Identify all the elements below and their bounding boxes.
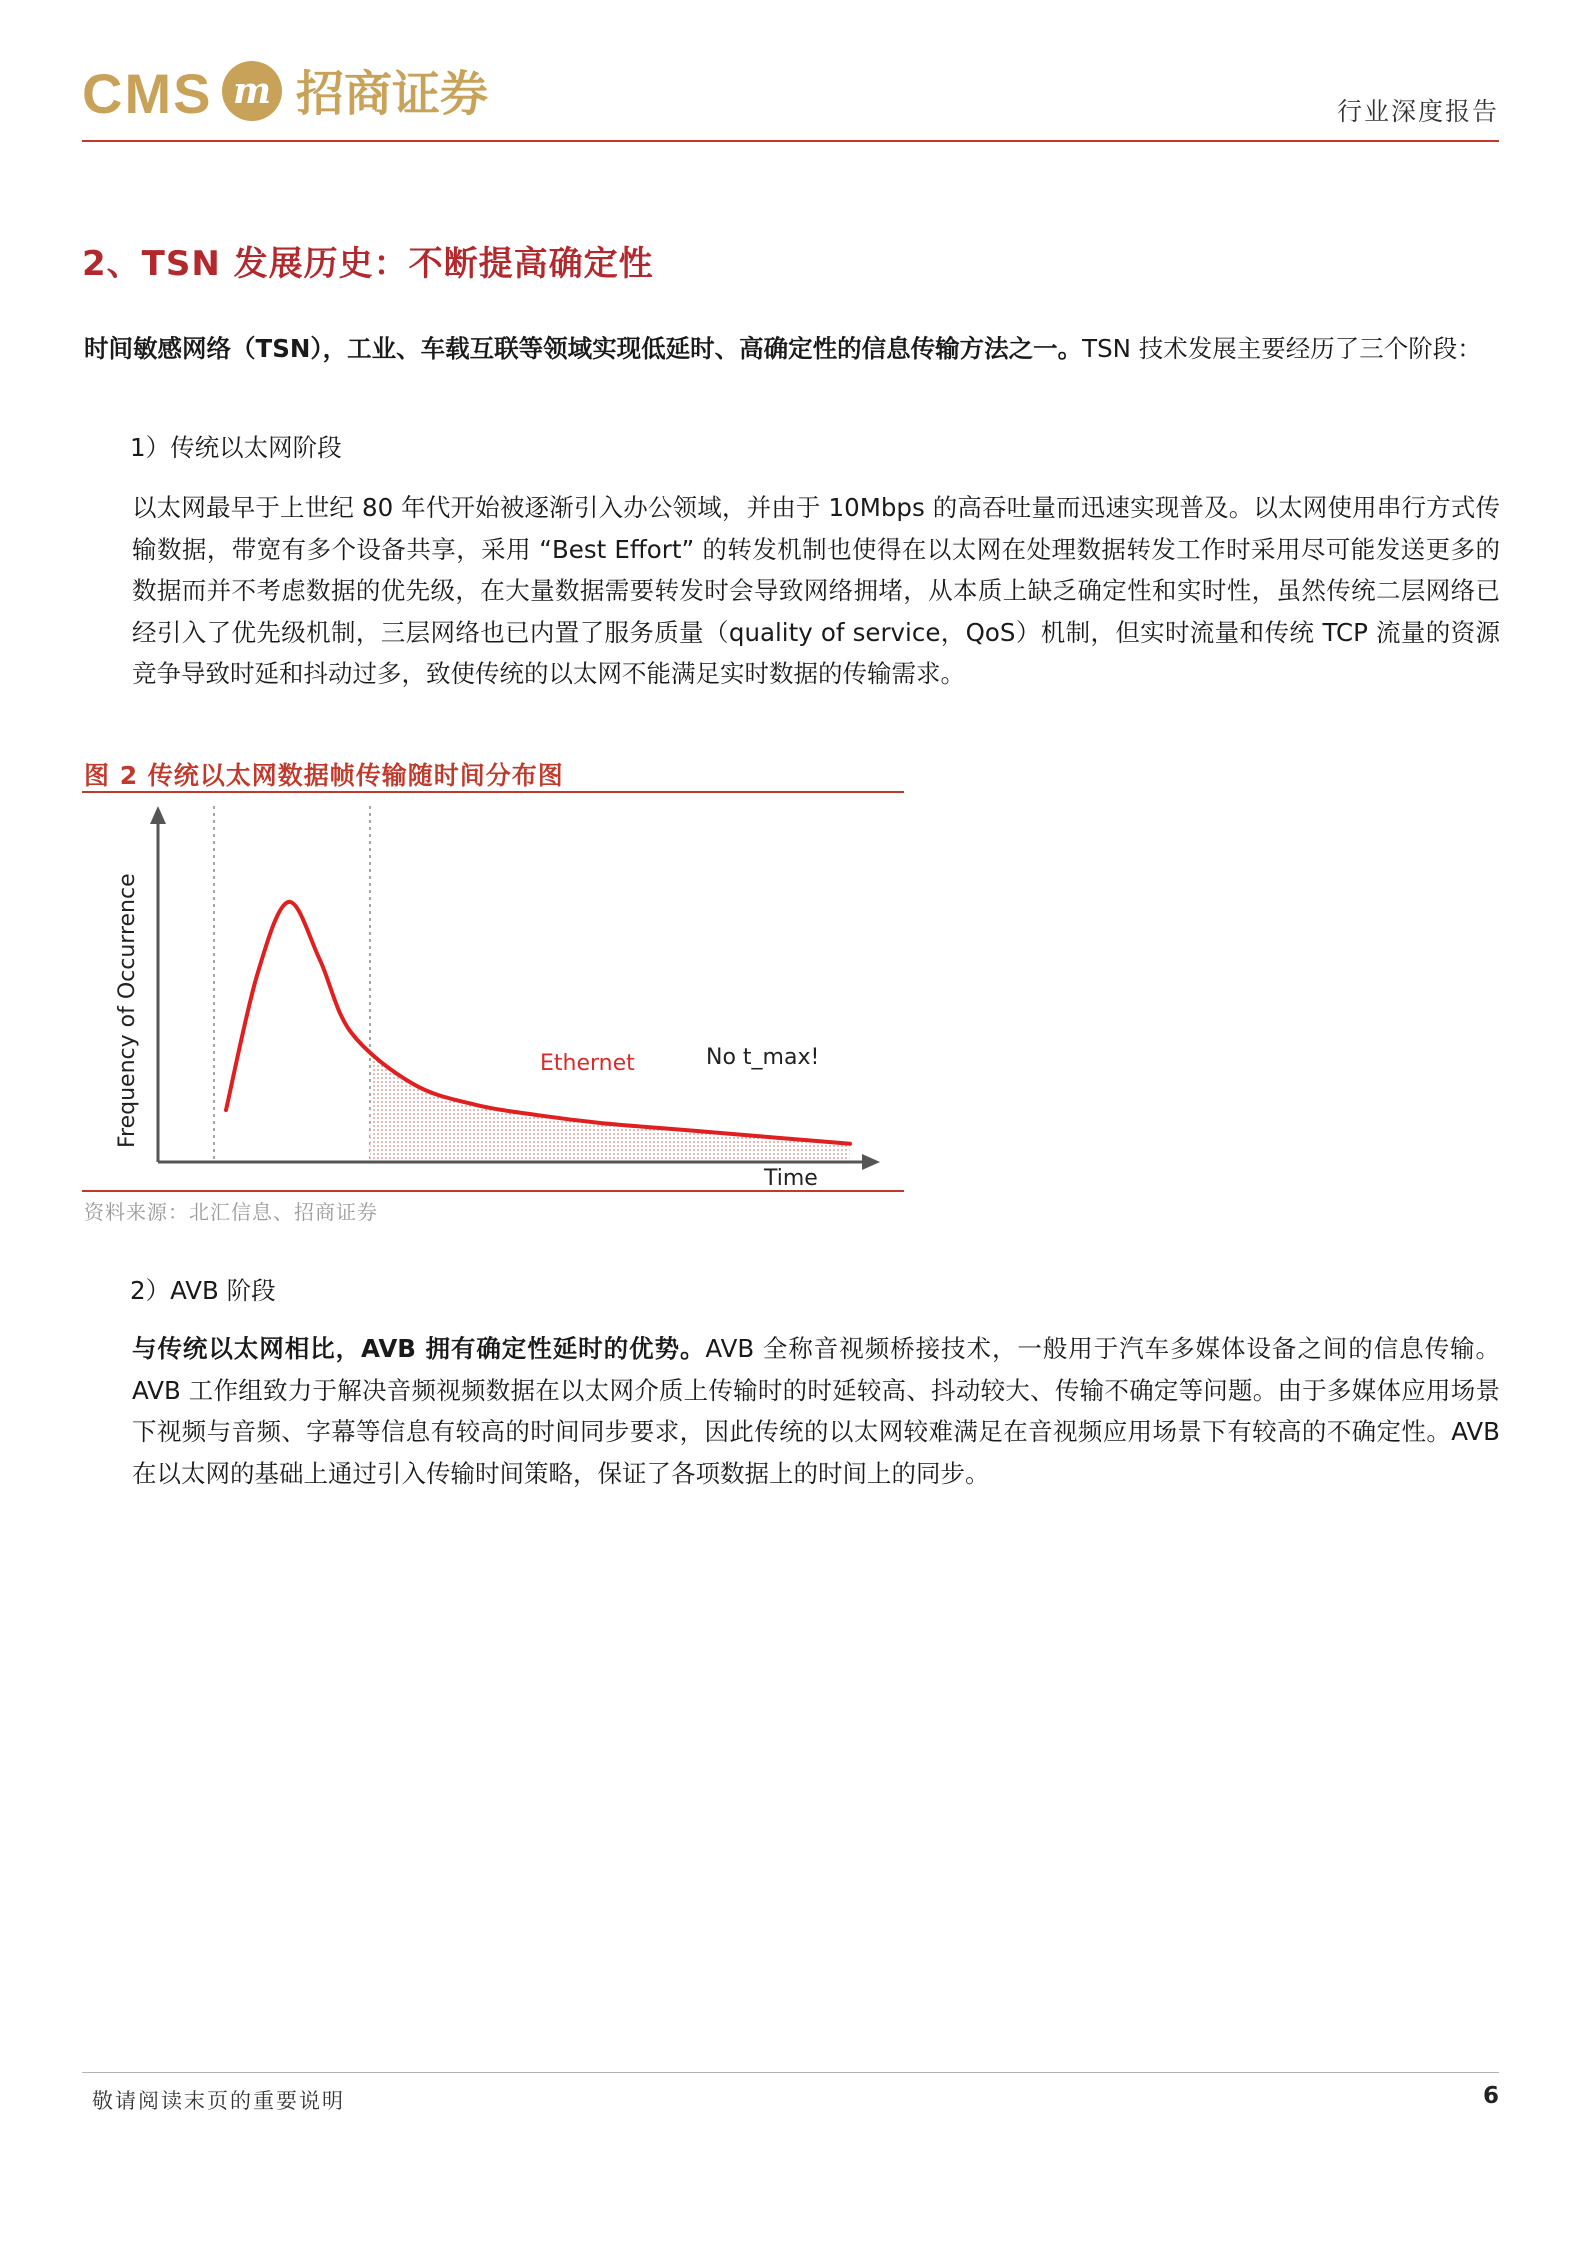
figure-top-rule [82,791,904,793]
stage1-body: 以太网最早于上世纪 80 年代开始被逐渐引入办公领域，并由于 10Mbps 的高吞吐量而迅速实现普及。以太网使用串行方式传输数据，带宽有多个设备共享，采用 “Best Effort” 的转发机制也使得在以太网在处理数据转发工作时采用尽可能发送更多的数据而并不考虑数据的优先级，在大量数据需要转发时会导致网络拥堵，从本质上缺乏确定性和实时性，虽然传统二层网络已经引入了优先级机制，三层网络也已内置了服务质量（quality of service，QoS）机制，但实时流量和传统 TCP 流量的资源竞争导致时延和抖动过多，致使传统的以太网不能满足实时数据的传输需求。 [132,493,1500,688]
intro-lead: 时间敏感网络（TSN），工业、车载互联等领域实现低延时、高确定性的信息传输方法之一。 [84,334,1083,363]
logo-chinese-text: 招商证券 [296,66,489,122]
y-axis-label: Frequency of Occurrence [115,873,140,1148]
cms-logo [82,58,512,128]
figure-bottom-rule [82,1190,904,1192]
stage2-title: 2）AVB 阶段 [130,1276,276,1305]
stage2-text: AVB 全称音视频桥接技术，一般用于汽车多媒体设备之间的信息传输。AVB 工作组致力于解决音频视频数据在以太网介质上传输时的时延较高、抖动较大、传输不确定等问题。由于多媒体应用场景下视频与音频、字幕等信息有较高的时间同步要求，因此传统的以太网较难满足在音视频应用场景下有较高的不确定性。AVB 在以太网的基础上通过引入传输时间策略，保证了各项数据上的时间上的同步。 [132,1334,1500,1488]
logo-emblem-text: m [232,70,272,112]
y-axis-arrow-icon [150,806,166,824]
intro-paragraph [84,328,1500,370]
intro-text: TSN 技术发展主要经历了三个阶段： [1082,334,1482,363]
stage1-title: 1）传统以太网阶段 [130,433,342,462]
page-number: 6 [1482,2083,1499,2109]
document-type: 行业深度报告 [1336,97,1499,126]
stage2-body [132,1328,1500,1494]
footer-divider [82,2072,1499,2073]
figure-source: 资料来源：北汇信息、招商证券 [84,1200,378,1224]
annotation-ethernet: Ethernet [540,1051,635,1076]
x-axis-arrow-icon [862,1154,880,1170]
footer-note: 敬请阅读末页的重要说明 [92,2089,345,2113]
header-divider [82,140,1499,142]
annotation-no-tmax: No t_max! [706,1045,820,1070]
series-ethernet-line [226,902,850,1144]
figure-title: 图 2 传统以太网数据帧传输随时间分布图 [84,761,564,790]
section-title: 2、TSN 发展历史：不断提高确定性 [82,244,654,284]
stage2-lead: 与传统以太网相比，AVB 拥有确定性延时的优势。 [132,1334,706,1363]
x-axis-label: Time [764,1166,818,1190]
ethernet-distribution-chart [96,800,896,1190]
logo-latin-text: CMS [82,62,213,125]
